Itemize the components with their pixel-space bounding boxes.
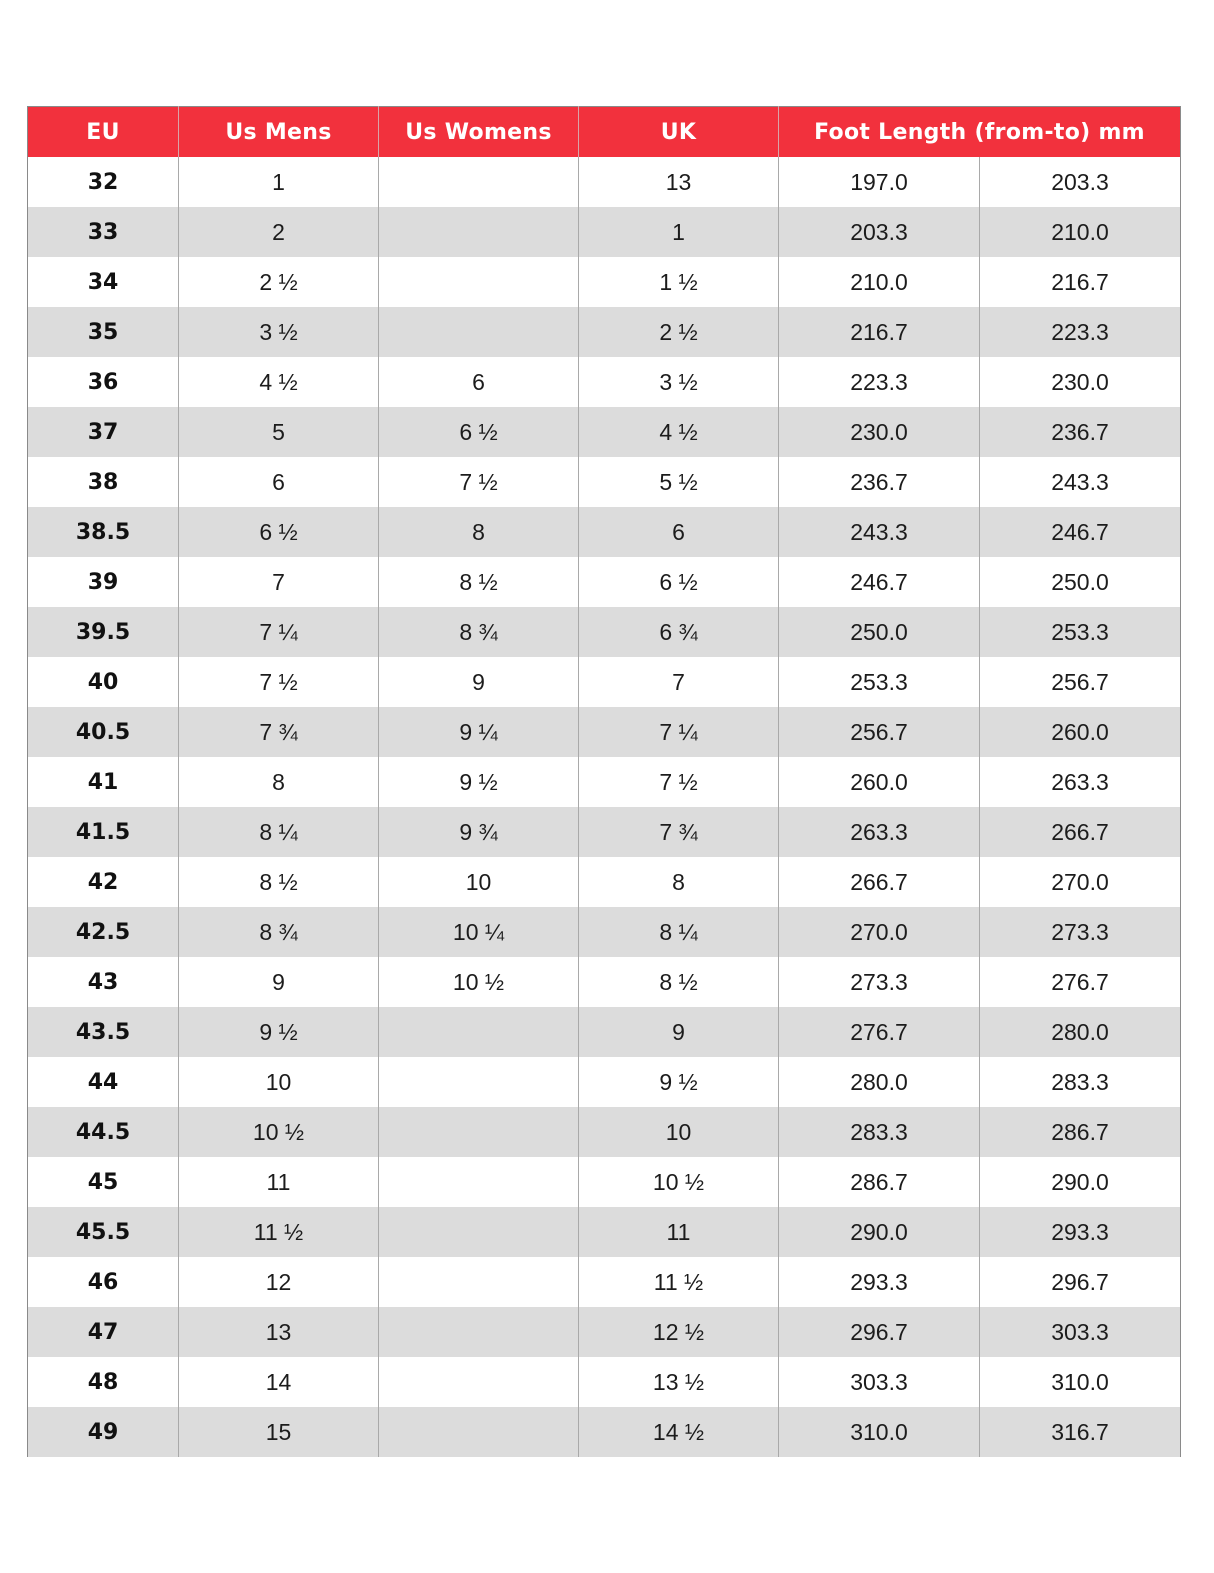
eu-cell: 39 xyxy=(28,557,179,607)
us-mens-cell: 7 ¾ xyxy=(179,707,379,757)
table-row xyxy=(28,857,1181,907)
foot-length-from-cell: 236.7 xyxy=(779,457,980,507)
foot-length-from-cell: 280.0 xyxy=(779,1057,980,1107)
uk-cell: 7 ¼ xyxy=(579,707,779,757)
us-womens-cell xyxy=(379,1057,579,1107)
table-row xyxy=(28,1007,1181,1057)
uk-cell: 6 ¾ xyxy=(579,607,779,657)
us-mens-cell: 8 xyxy=(179,757,379,807)
foot-length-to-cell: 256.7 xyxy=(980,657,1181,707)
foot-length-to-cell: 293.3 xyxy=(980,1207,1181,1257)
uk-cell: 3 ½ xyxy=(579,357,779,407)
us-mens-cell: 12 xyxy=(179,1257,379,1307)
uk-cell: 10 ½ xyxy=(579,1157,779,1207)
header-eu: EU xyxy=(28,107,179,158)
uk-cell: 4 ½ xyxy=(579,407,779,457)
foot-length-from-cell: 250.0 xyxy=(779,607,980,657)
foot-length-to-cell: 203.3 xyxy=(980,157,1181,207)
eu-cell: 38 xyxy=(28,457,179,507)
foot-length-from-cell: 270.0 xyxy=(779,907,980,957)
us-mens-cell: 8 ½ xyxy=(179,857,379,907)
foot-length-to-cell: 260.0 xyxy=(980,707,1181,757)
uk-cell: 7 ¾ xyxy=(579,807,779,857)
header-foot-length: Foot Length (from-to) mm xyxy=(779,107,1181,158)
uk-cell: 11 ½ xyxy=(579,1257,779,1307)
eu-cell: 40.5 xyxy=(28,707,179,757)
eu-cell: 38.5 xyxy=(28,507,179,557)
us-womens-cell xyxy=(379,307,579,357)
uk-cell: 8 xyxy=(579,857,779,907)
us-mens-cell: 9 xyxy=(179,957,379,1007)
header-uk: UK xyxy=(579,107,779,158)
us-womens-cell xyxy=(379,207,579,257)
foot-length-from-cell: 256.7 xyxy=(779,707,980,757)
table-row xyxy=(28,1157,1181,1207)
us-mens-cell: 9 ½ xyxy=(179,1007,379,1057)
foot-length-to-cell: 310.0 xyxy=(980,1357,1181,1407)
table-row xyxy=(28,207,1181,257)
uk-cell: 7 xyxy=(579,657,779,707)
foot-length-to-cell: 303.3 xyxy=(980,1307,1181,1357)
foot-length-from-cell: 283.3 xyxy=(779,1107,980,1157)
foot-length-to-cell: 316.7 xyxy=(980,1407,1181,1457)
foot-length-from-cell: 290.0 xyxy=(779,1207,980,1257)
foot-length-to-cell: 250.0 xyxy=(980,557,1181,607)
table-row xyxy=(28,1257,1181,1307)
us-womens-cell: 9 xyxy=(379,657,579,707)
uk-cell: 2 ½ xyxy=(579,307,779,357)
foot-length-to-cell: 266.7 xyxy=(980,807,1181,857)
table-row xyxy=(28,1357,1181,1407)
us-womens-cell: 6 ½ xyxy=(379,407,579,457)
eu-cell: 45.5 xyxy=(28,1207,179,1257)
uk-cell: 13 xyxy=(579,157,779,207)
eu-cell: 32 xyxy=(28,157,179,207)
foot-length-from-cell: 203.3 xyxy=(779,207,980,257)
us-mens-cell: 6 xyxy=(179,457,379,507)
us-womens-cell: 10 ½ xyxy=(379,957,579,1007)
foot-length-to-cell: 243.3 xyxy=(980,457,1181,507)
uk-cell: 9 xyxy=(579,1007,779,1057)
us-mens-cell: 10 xyxy=(179,1057,379,1107)
us-womens-cell: 8 xyxy=(379,507,579,557)
foot-length-from-cell: 293.3 xyxy=(779,1257,980,1307)
us-womens-cell xyxy=(379,157,579,207)
foot-length-from-cell: 263.3 xyxy=(779,807,980,857)
us-mens-cell: 6 ½ xyxy=(179,507,379,557)
us-womens-cell: 8 ½ xyxy=(379,557,579,607)
table-row xyxy=(28,657,1181,707)
table-row xyxy=(28,607,1181,657)
table-row xyxy=(28,507,1181,557)
us-womens-cell: 10 xyxy=(379,857,579,907)
foot-length-to-cell: 223.3 xyxy=(980,307,1181,357)
us-mens-cell: 3 ½ xyxy=(179,307,379,357)
us-womens-cell xyxy=(379,1257,579,1307)
table-row xyxy=(28,357,1181,407)
uk-cell: 6 ½ xyxy=(579,557,779,607)
eu-cell: 33 xyxy=(28,207,179,257)
uk-cell: 6 xyxy=(579,507,779,557)
eu-cell: 37 xyxy=(28,407,179,457)
us-womens-cell: 9 ½ xyxy=(379,757,579,807)
foot-length-from-cell: 276.7 xyxy=(779,1007,980,1057)
eu-cell: 44.5 xyxy=(28,1107,179,1157)
us-womens-cell: 6 xyxy=(379,357,579,407)
header-us-womens: Us Womens xyxy=(379,107,579,158)
eu-cell: 43.5 xyxy=(28,1007,179,1057)
foot-length-from-cell: 210.0 xyxy=(779,257,980,307)
uk-cell: 1 xyxy=(579,207,779,257)
foot-length-to-cell: 273.3 xyxy=(980,907,1181,957)
table-row xyxy=(28,1307,1181,1357)
foot-length-from-cell: 266.7 xyxy=(779,857,980,907)
eu-cell: 34 xyxy=(28,257,179,307)
table-row xyxy=(28,757,1181,807)
foot-length-to-cell: 270.0 xyxy=(980,857,1181,907)
us-mens-cell: 11 ½ xyxy=(179,1207,379,1257)
eu-cell: 41.5 xyxy=(28,807,179,857)
foot-length-from-cell: 296.7 xyxy=(779,1307,980,1357)
us-womens-cell: 9 ¾ xyxy=(379,807,579,857)
us-mens-cell: 10 ½ xyxy=(179,1107,379,1157)
uk-cell: 13 ½ xyxy=(579,1357,779,1407)
us-womens-cell: 10 ¼ xyxy=(379,907,579,957)
us-mens-cell: 14 xyxy=(179,1357,379,1407)
us-womens-cell: 8 ¾ xyxy=(379,607,579,657)
uk-cell: 12 ½ xyxy=(579,1307,779,1357)
foot-length-from-cell: 253.3 xyxy=(779,657,980,707)
us-womens-cell xyxy=(379,1107,579,1157)
eu-cell: 48 xyxy=(28,1357,179,1407)
eu-cell: 39.5 xyxy=(28,607,179,657)
uk-cell: 9 ½ xyxy=(579,1057,779,1107)
table-row xyxy=(28,1057,1181,1107)
table-row xyxy=(28,957,1181,1007)
foot-length-to-cell: 230.0 xyxy=(980,357,1181,407)
eu-cell: 44 xyxy=(28,1057,179,1107)
foot-length-to-cell: 286.7 xyxy=(980,1107,1181,1157)
foot-length-to-cell: 290.0 xyxy=(980,1157,1181,1207)
us-mens-cell: 15 xyxy=(179,1407,379,1457)
table-row xyxy=(28,257,1181,307)
foot-length-from-cell: 260.0 xyxy=(779,757,980,807)
foot-length-from-cell: 286.7 xyxy=(779,1157,980,1207)
foot-length-to-cell: 283.3 xyxy=(980,1057,1181,1107)
table-row xyxy=(28,1207,1181,1257)
us-womens-cell xyxy=(379,1357,579,1407)
foot-length-from-cell: 303.3 xyxy=(779,1357,980,1407)
foot-length-from-cell: 197.0 xyxy=(779,157,980,207)
size-chart-table xyxy=(27,106,1181,1457)
uk-cell: 8 ¼ xyxy=(579,907,779,957)
foot-length-to-cell: 253.3 xyxy=(980,607,1181,657)
header-row xyxy=(28,107,1181,158)
foot-length-to-cell: 263.3 xyxy=(980,757,1181,807)
eu-cell: 43 xyxy=(28,957,179,1007)
us-womens-cell xyxy=(379,1307,579,1357)
us-mens-cell: 7 xyxy=(179,557,379,607)
foot-length-to-cell: 210.0 xyxy=(980,207,1181,257)
eu-cell: 35 xyxy=(28,307,179,357)
us-womens-cell xyxy=(379,1157,579,1207)
us-womens-cell xyxy=(379,1007,579,1057)
us-mens-cell: 1 xyxy=(179,157,379,207)
us-mens-cell: 8 ¼ xyxy=(179,807,379,857)
foot-length-from-cell: 216.7 xyxy=(779,307,980,357)
eu-cell: 36 xyxy=(28,357,179,407)
uk-cell: 10 xyxy=(579,1107,779,1157)
us-mens-cell: 2 ½ xyxy=(179,257,379,307)
eu-cell: 42.5 xyxy=(28,907,179,957)
table-row xyxy=(28,457,1181,507)
eu-cell: 45 xyxy=(28,1157,179,1207)
header-us-mens: Us Mens xyxy=(179,107,379,158)
eu-cell: 49 xyxy=(28,1407,179,1457)
eu-cell: 41 xyxy=(28,757,179,807)
table-row xyxy=(28,307,1181,357)
table-header xyxy=(28,107,1181,158)
foot-length-to-cell: 280.0 xyxy=(980,1007,1181,1057)
uk-cell: 1 ½ xyxy=(579,257,779,307)
foot-length-to-cell: 236.7 xyxy=(980,407,1181,457)
us-mens-cell: 5 xyxy=(179,407,379,457)
table-row xyxy=(28,557,1181,607)
table-row xyxy=(28,1407,1181,1457)
uk-cell: 14 ½ xyxy=(579,1407,779,1457)
foot-length-to-cell: 216.7 xyxy=(980,257,1181,307)
uk-cell: 5 ½ xyxy=(579,457,779,507)
foot-length-to-cell: 296.7 xyxy=(980,1257,1181,1307)
foot-length-from-cell: 246.7 xyxy=(779,557,980,607)
us-mens-cell: 11 xyxy=(179,1157,379,1207)
table-row xyxy=(28,807,1181,857)
eu-cell: 46 xyxy=(28,1257,179,1307)
foot-length-from-cell: 243.3 xyxy=(779,507,980,557)
eu-cell: 47 xyxy=(28,1307,179,1357)
us-womens-cell: 7 ½ xyxy=(379,457,579,507)
foot-length-from-cell: 310.0 xyxy=(779,1407,980,1457)
table-body xyxy=(28,157,1181,1457)
uk-cell: 7 ½ xyxy=(579,757,779,807)
eu-cell: 40 xyxy=(28,657,179,707)
foot-length-to-cell: 276.7 xyxy=(980,957,1181,1007)
foot-length-to-cell: 246.7 xyxy=(980,507,1181,557)
foot-length-from-cell: 230.0 xyxy=(779,407,980,457)
table-row xyxy=(28,157,1181,207)
us-mens-cell: 2 xyxy=(179,207,379,257)
us-mens-cell: 7 ¼ xyxy=(179,607,379,657)
us-mens-cell: 13 xyxy=(179,1307,379,1357)
table-row xyxy=(28,907,1181,957)
table-row xyxy=(28,1107,1181,1157)
us-mens-cell: 4 ½ xyxy=(179,357,379,407)
foot-length-from-cell: 273.3 xyxy=(779,957,980,1007)
us-womens-cell: 9 ¼ xyxy=(379,707,579,757)
us-womens-cell xyxy=(379,1407,579,1457)
uk-cell: 8 ½ xyxy=(579,957,779,1007)
us-mens-cell: 7 ½ xyxy=(179,657,379,707)
eu-cell: 42 xyxy=(28,857,179,907)
uk-cell: 11 xyxy=(579,1207,779,1257)
table-row xyxy=(28,407,1181,457)
us-womens-cell xyxy=(379,257,579,307)
us-womens-cell xyxy=(379,1207,579,1257)
table-row xyxy=(28,707,1181,757)
foot-length-from-cell: 223.3 xyxy=(779,357,980,407)
us-mens-cell: 8 ¾ xyxy=(179,907,379,957)
